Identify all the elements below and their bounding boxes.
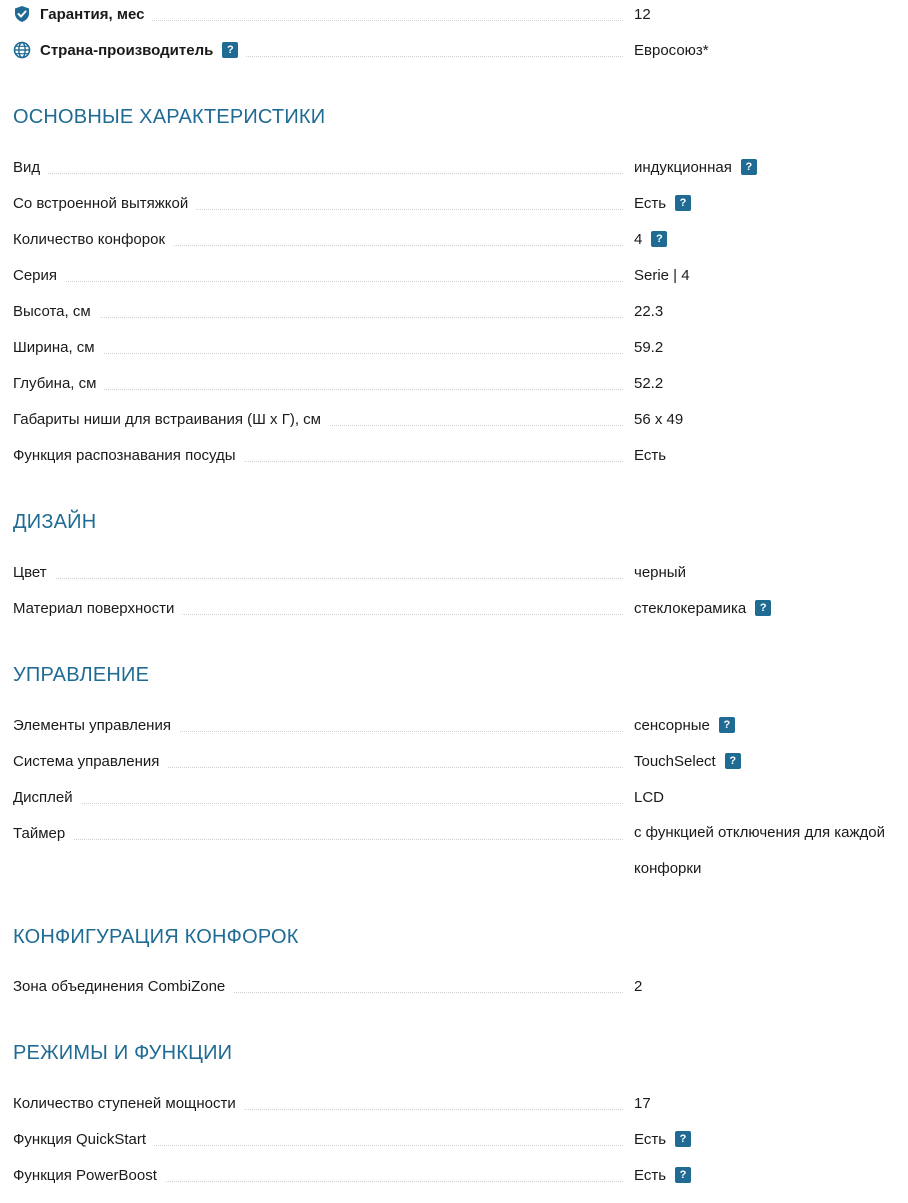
spec-row <box>0 407 908 431</box>
spec-value <box>634 815 908 887</box>
spec-row <box>0 299 908 323</box>
spec-value: 59.2 <box>634 338 664 356</box>
spec-value: 22.3 <box>634 302 664 320</box>
spec-row <box>0 227 908 251</box>
spec-row <box>0 785 908 809</box>
spec-label: Вид <box>13 158 41 176</box>
section-title-modes: РЕЖИМЫ И ФУНКЦИИ <box>13 1042 233 1064</box>
spec-row <box>0 155 908 179</box>
spec-label: Цвет <box>13 563 47 581</box>
spec-label: Элементы управления <box>13 716 171 734</box>
spec-value: индукционная <box>634 158 732 176</box>
section-title-main: ОСНОВНЫЕ ХАРАКТЕРИСТИКИ <box>13 106 326 128</box>
spec-row-warranty <box>0 2 908 26</box>
spec-label: Функция PowerBoost <box>13 1166 157 1184</box>
section-title-design: ДИЗАЙН <box>13 511 97 533</box>
spec-label: Глубина, см <box>13 374 97 392</box>
spec-row <box>0 1091 908 1115</box>
help-icon[interactable]: ? <box>725 753 741 769</box>
spec-value: черный <box>634 563 686 581</box>
spec-label: Ширина, см <box>13 338 95 356</box>
spec-value: Есть <box>634 446 667 464</box>
help-icon[interactable]: ? <box>651 231 667 247</box>
help-icon[interactable]: ? <box>675 195 691 211</box>
spec-row <box>0 713 908 737</box>
spec-label: Со встроенной вытяжкой <box>13 194 189 212</box>
spec-label: Серия <box>13 266 58 284</box>
spec-value: TouchSelect <box>634 752 716 770</box>
spec-label: Страна-производитель <box>40 41 214 59</box>
spec-value: 56 x 49 <box>634 410 684 428</box>
spec-value: 52.2 <box>634 374 664 392</box>
spec-row <box>0 1127 908 1151</box>
spec-label: Таймер <box>13 824 66 842</box>
spec-label: Количество конфорок <box>13 230 166 248</box>
spec-row <box>0 443 908 467</box>
spec-value: LCD <box>634 788 665 806</box>
section-title-control: УПРАВЛЕНИЕ <box>13 664 150 686</box>
spec-value: Есть <box>634 194 667 212</box>
spec-row <box>0 1163 908 1187</box>
spec-label: Гарантия, мес <box>40 5 145 23</box>
globe-icon <box>13 41 31 59</box>
shield-check-icon <box>13 5 31 23</box>
spec-row <box>0 335 908 359</box>
spec-row <box>0 371 908 395</box>
spec-value: Serie | 4 <box>634 266 690 284</box>
spec-value: 17 <box>634 1094 651 1112</box>
spec-value: Есть <box>634 1166 667 1184</box>
spec-label: Габариты ниши для встраивания (Ш x Г), см <box>13 410 321 428</box>
spec-value: Есть <box>634 1130 667 1148</box>
spec-row <box>0 974 908 998</box>
spec-row <box>0 821 908 877</box>
help-icon[interactable]: ? <box>675 1131 691 1147</box>
spec-row <box>0 191 908 215</box>
spec-label: Дисплей <box>13 788 73 806</box>
spec-value: 12 <box>634 5 651 23</box>
spec-label: Высота, см <box>13 302 91 320</box>
spec-label: Функция распознавания посуды <box>13 446 236 464</box>
spec-value: Евросоюз* <box>634 41 709 59</box>
spec-label: Система управления <box>13 752 160 770</box>
help-icon[interactable]: ? <box>222 42 238 58</box>
spec-row <box>0 596 908 620</box>
spec-label: Материал поверхности <box>13 599 175 617</box>
spec-row <box>0 263 908 287</box>
section-title-burners: КОНФИГУРАЦИЯ КОНФОРОК <box>13 926 299 948</box>
spec-label: Количество ступеней мощности <box>13 1094 236 1112</box>
spec-value-line: с функцией отключения для каждой <box>634 824 885 841</box>
spec-value: стеклокерамика <box>634 599 747 617</box>
spec-value: сенсорные <box>634 716 710 734</box>
spec-row <box>0 749 908 773</box>
spec-value-line: конфорки <box>634 860 702 877</box>
spec-label: Зона объединения CombiZone <box>13 977 226 995</box>
spec-value: 2 <box>634 977 643 995</box>
spec-value: 4 <box>634 230 643 248</box>
spec-label: Функция QuickStart <box>13 1130 147 1148</box>
help-icon[interactable]: ? <box>755 600 771 616</box>
spec-row-country <box>0 38 908 62</box>
help-icon[interactable]: ? <box>675 1167 691 1183</box>
spec-row <box>0 560 908 584</box>
help-icon[interactable]: ? <box>741 159 757 175</box>
help-icon[interactable]: ? <box>719 717 735 733</box>
